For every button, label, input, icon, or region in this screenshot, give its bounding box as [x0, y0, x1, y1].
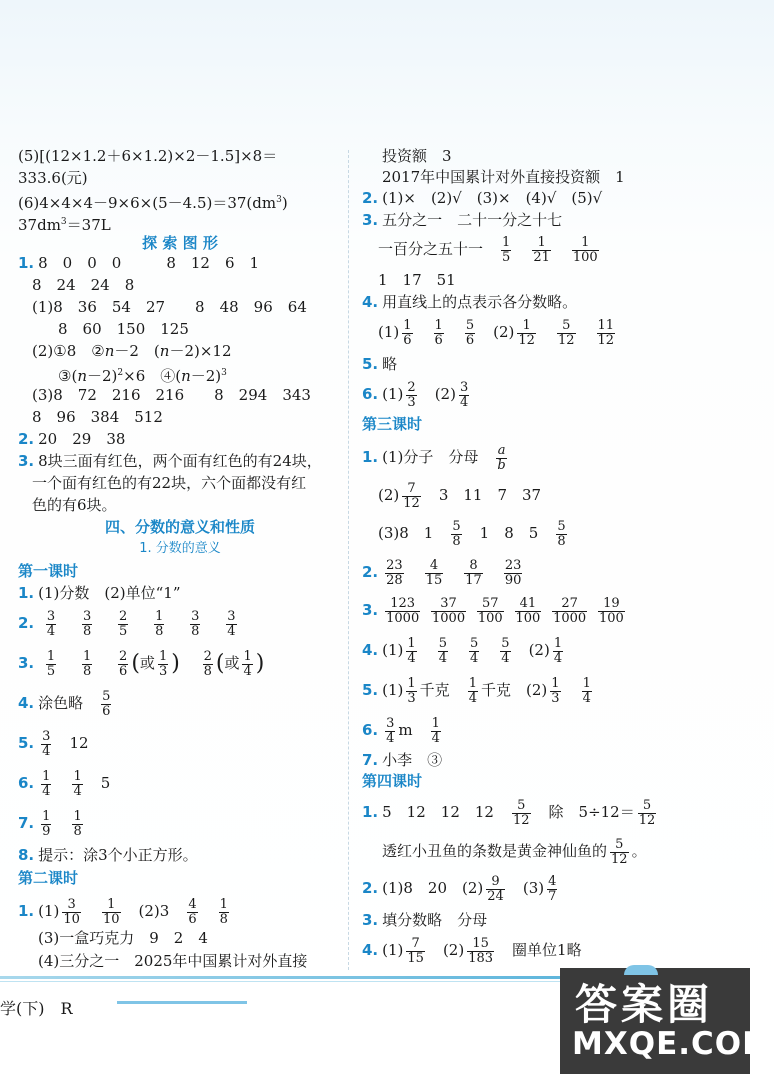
answer-line: $③(n-2)^2\times 6$ $④(n-2)^3$	[58, 367, 227, 385]
answer-line: 1. (1) $\frac{3}{10}$ $\frac{1}{10}$ (2)3 $\frac{4}{6}$ $\frac{1}{8}$	[18, 896, 228, 927]
answer-line: 5. 略	[362, 355, 398, 373]
answer-line: 3. 填分数略 分母	[362, 911, 488, 929]
answer-line: (5)[(12×1.2＋6×1.2)×2－1.5]×8＝	[18, 147, 278, 165]
unit-title: 四、分数的意义和性质	[104, 518, 255, 536]
answer-line: 6. $\frac{3}{4}$ m $\frac{1}{4}$	[362, 715, 440, 746]
answer-line: 3. $\frac{1}{5}$ $\frac{1}{8}$ $\frac{2}{6}$ (或 $\frac{1}{3}$ ) $\frac{2}{8}$ (或 $\frac{1}{4}$ )	[18, 648, 265, 679]
answer-line: 3. 8块三面有红色，两个面有红色的有24块，	[18, 452, 322, 470]
answer-line: (3)8 72 216 216 8 294 343	[32, 386, 311, 404]
footer-rule-thin	[0, 981, 560, 982]
answer-line: 6. $\frac{1}{4}$ $\frac{1}{4}$ 5	[18, 768, 111, 799]
answer-line: 5. $\frac{3}{4}$ 12	[18, 728, 89, 759]
answer-line: 2. (1)8 20 (2) $\frac{9}{24}$ (3) $\frac{4}{7}$	[362, 873, 557, 904]
answer-line: 8 60 150 125	[58, 320, 189, 338]
answer-line: (2) $\frac{7}{12}$ 3 11 7 37	[378, 480, 542, 511]
answer-line: 色的有6块。	[32, 496, 117, 514]
section-title: 探 索 图 形	[142, 234, 218, 252]
answer-line: 6. (1) $\frac{2}{3}$ (2) $\frac{3}{4}$	[362, 379, 469, 410]
answer-line: 2017年中国累计对外直接投资额 1	[382, 168, 625, 186]
answer-line: 8 24 24 8	[32, 276, 135, 294]
answer-line: 5. (1) $\frac{1}{3}$ 千克 $\frac{1}{4}$ 千克 (2) $\frac{1}{3}$ $\frac{1}{4}$	[362, 675, 591, 706]
lesson-heading: 第三课时	[362, 415, 423, 433]
answer-line: 2. (1)× (2)√ (3)× (4)√ (5)√	[362, 189, 603, 207]
page-footer-label: 学(下) R	[0, 999, 73, 1018]
answer-line: 3. $\frac{123}{1000}$ $\frac{37}{1000}$ $\frac{57}{100}$ $\frac{41}{100}$ $\frac{27}{1000}$ $\frac{19}{100}$	[362, 595, 624, 626]
answer-line: 1. (1)分子 分母 $\frac{a}{b}$	[362, 442, 506, 473]
fraction: $\frac{3}{8}$	[191, 608, 200, 639]
answer-line: 333.6(元)	[18, 169, 88, 187]
lesson-heading: 第一课时	[18, 562, 79, 580]
watermark-url: MXQE.COM	[572, 1026, 774, 1062]
answer-line: 2. $\frac{3}{4}$ $\frac{3}{8}$ $\frac{2}{5}$ $\frac{1}{8}$ $\frac{3}{8}$ $\frac{3}{4}$	[18, 608, 236, 639]
answer-line: (2)①8 ②n－2 (n－2)×12	[32, 342, 232, 360]
answer-line: (1)8 36 54 27 8 48 96 64	[32, 298, 307, 316]
answer-line: 透红小丑鱼的条数是黄金神仙鱼的 $\frac{5}{12}$ 。	[382, 836, 647, 867]
answer-line: 一个面有红色的有22块，六个面都没有红	[32, 474, 307, 492]
answer-line: 4. (1) $\frac{1}{4}$ $\frac{5}{4}$ $\frac{5}{4}$ $\frac{5}{4}$ (2) $\frac{1}{4}$	[362, 635, 563, 666]
answer-line: 2. 20 29 38	[18, 430, 126, 448]
lesson-heading: 第四课时	[362, 772, 423, 790]
fraction: $\frac{2}{5}$	[119, 608, 128, 639]
answer-line: 1 17 51	[378, 271, 456, 289]
answer-line: (4)三分之一 2025年中国累计对外直接	[38, 952, 308, 970]
lesson-heading: 第二课时	[18, 869, 79, 887]
answer-line: (3)8 1 $\frac{5}{8}$ 1 8 5 $\frac{5}{8}$	[378, 518, 566, 549]
answer-line: 2. $\frac{23}{28}$ $\frac{4}{15}$ $\frac{8}{17}$ $\frac{23}{90}$	[362, 557, 522, 588]
answer-line: 1. 8 0 0 0 8 12 6 1	[18, 254, 260, 272]
fraction: $\frac{3}{8}$	[82, 608, 92, 639]
column-divider	[348, 150, 349, 970]
fraction: $\frac{1}{8}$	[155, 608, 164, 639]
answer-line: 1. (1)分数 (2)单位“1”	[18, 584, 181, 602]
answer-line: (3)一盒巧克力 9 2 4	[38, 929, 208, 947]
answer-line: 8 96 384 512	[32, 408, 163, 426]
fraction: $\frac{3}{4}$	[227, 608, 236, 639]
footer-accent-bar	[117, 1001, 247, 1004]
answer-line: 4. 用直线上的点表示各分数略。	[362, 293, 578, 311]
answer-line: 1. 5 12 12 12 $\frac{5}{12}$ 除 5÷12＝ $\frac{5}{12}$	[362, 797, 656, 828]
answer-line: (1) $\frac{1}{6}$ $\frac{1}{6}$ $\frac{5}{6}$ (2) $\frac{1}{12}$ $\frac{5}{12}$ $\frac{11}{12}$	[378, 317, 615, 348]
answer-line: 4. (1) $\frac{7}{15}$ (2) $\frac{15}{183}$ 圈单位1略	[362, 935, 582, 966]
answer-line: $(6)4\times 4\times 4-9\times 6\times(5-4.5)=37(dm^3)$	[18, 194, 288, 212]
answer-line: $37dm^3=37L$	[18, 216, 111, 234]
answer-line: 一百分之五十一 $\frac{1}{5}$ $\frac{1}{21}$ $\frac{1}{100}$	[378, 234, 598, 265]
answer-line: 7. 小李 ③	[362, 751, 443, 769]
fraction: $\frac{3}{4}$	[46, 608, 56, 639]
answer-line: 投资额 3	[382, 147, 452, 165]
unit-subtitle: 1. 分数的意义	[139, 541, 221, 556]
answer-line: 3. 五分之一 二十一分之十七	[362, 211, 563, 229]
answer-line: 4. 涂色略 $\frac{5}{6}$	[18, 688, 111, 719]
footer-rule	[0, 976, 560, 979]
answer-line: 8. 提示：涂3个小正方形。	[18, 846, 198, 864]
answer-line: 7. $\frac{1}{9}$ $\frac{1}{8}$	[18, 808, 82, 839]
watermark-text: 答案圈	[575, 980, 714, 1029]
